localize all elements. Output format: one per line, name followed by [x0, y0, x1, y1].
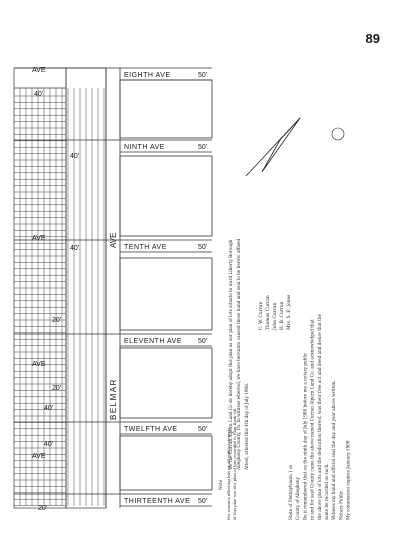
- acknowledgment-line: same be recorded as such.: [324, 463, 329, 520]
- avenue-name: TWELFTH AVE: [124, 426, 178, 433]
- note-line: of this plan see this plan of lots recorded in Plan Book Vol.: [232, 407, 237, 520]
- signatory: Mrs. S. E. Jones: [287, 294, 292, 330]
- dedication-line: Allegheny County, Pa. In witness whereof, we have hereunto caused these hand and seal to be hereto affixed: [236, 238, 241, 470]
- north-arrow-icon: [246, 118, 300, 176]
- avenue-width: 50': [198, 72, 208, 79]
- avenue-name: ELEVENTH AVE: [124, 338, 183, 345]
- dedication-line: We the Curran Alpern Land Co do hereby adopt this plan as our plan of lots situate in ward Liberty Borough: [228, 239, 233, 470]
- note-heading: Note: [218, 479, 223, 490]
- acknowledgment-line: My commission expires January 1909: [345, 440, 351, 520]
- lot-lines: [14, 88, 104, 506]
- svg-text:AVE: AVE: [109, 232, 118, 248]
- block-width: 40': [70, 153, 80, 160]
- acknowledgment-line: in and for said County came the above named Curran Alpern Land Co, and acknowledged that: [309, 319, 315, 520]
- acknowledgment-line: Be it remembered that on the ninth day of July 1908 before me a notary public: [302, 352, 308, 520]
- block-width: 40': [70, 245, 80, 252]
- signatory: John Curran: [273, 302, 278, 330]
- avenue-width: 50': [198, 244, 208, 251]
- acknowledgment-line: Notary Public: [338, 490, 344, 520]
- block-width: 40': [44, 441, 54, 448]
- block-width: 40': [44, 405, 54, 412]
- block-widths: [34, 91, 79, 512]
- belmar-ave-street: [106, 68, 120, 508]
- left-street-label: AVE: [32, 235, 46, 242]
- avenue-name: THIRTEENTH AVE: [124, 498, 191, 505]
- avenue-name: NINTH AVE: [124, 144, 165, 151]
- left-street-label: AVE: [32, 361, 46, 368]
- left-street-label: AVE: [32, 67, 46, 74]
- notary-seal-icon: [332, 128, 344, 140]
- acknowledgment-line: the above plan of lots and the dedication thereof, was their free act and deed and desire that the: [316, 314, 322, 520]
- block-width: 40': [34, 91, 44, 98]
- left-street-label: AVE: [32, 453, 46, 460]
- acknowledgment-line: Witness my hand and official seal the day and year above written.: [331, 380, 337, 520]
- avenue-name: TENTH AVE: [124, 244, 167, 251]
- block-width: 20': [52, 385, 62, 392]
- dedication-line: Attest, attested this 4th day of July 1908.: [244, 382, 249, 470]
- note-line: For reasons affecting lots on all public interests: [226, 427, 231, 520]
- belmar-label: [109, 233, 118, 420]
- signatory: Thomas Curran: [266, 295, 271, 330]
- svg-text:BELMAR: BELMAR: [109, 378, 118, 420]
- signatories: [259, 294, 292, 331]
- signatory: H. B. Curran: [280, 301, 285, 330]
- avenue-width: 50': [198, 144, 208, 151]
- block-width: 20': [52, 317, 62, 324]
- acknowledgment-text: [288, 313, 351, 520]
- left-street-labels: [32, 67, 46, 460]
- page-number: 89: [365, 31, 380, 46]
- avenue-width: 50': [198, 498, 208, 505]
- avenue-width: 50': [198, 426, 208, 433]
- signatory: C. W. Curran: [259, 301, 264, 330]
- block-width: 20': [38, 505, 48, 512]
- acknowledgment-line: State of Pennsylvania } ss: [288, 464, 293, 520]
- avenue-name: EIGHTH AVE: [124, 72, 171, 79]
- avenue-width: 50': [198, 338, 208, 345]
- acknowledgment-line: County of Allegheny: [295, 477, 301, 520]
